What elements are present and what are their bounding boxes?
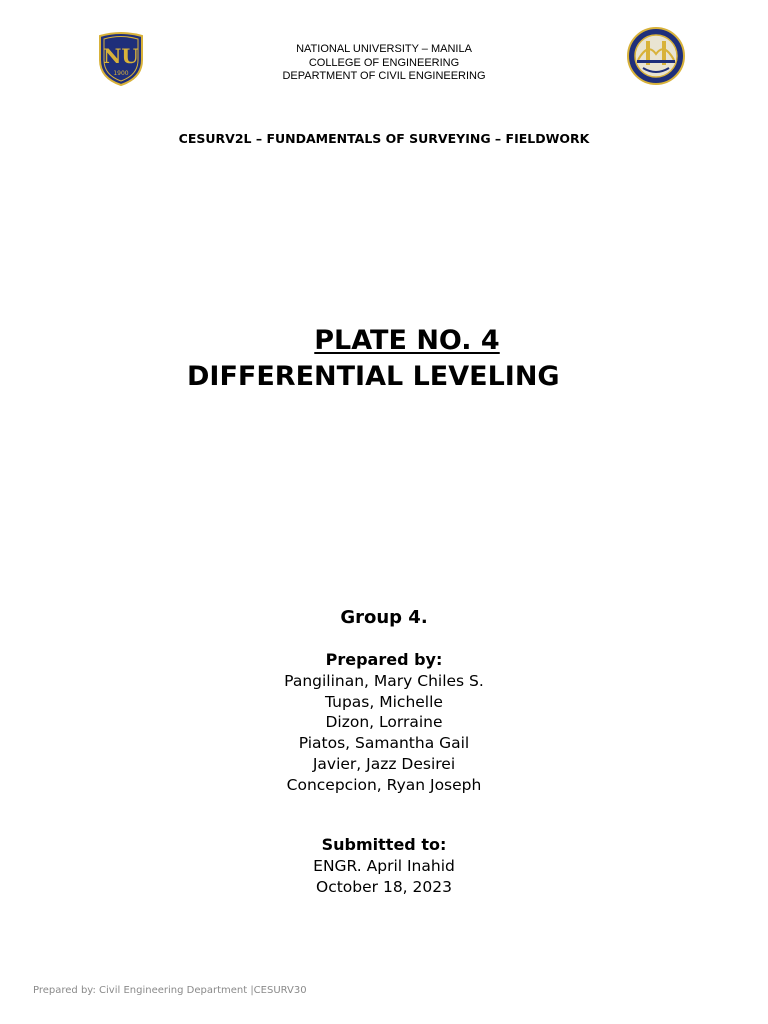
- seal-year: 1900: [113, 70, 129, 77]
- department-name: DEPARTMENT OF CIVIL ENGINEERING: [282, 70, 486, 82]
- page-footer: Prepared by: Civil Engineering Department |CESURV30: [33, 985, 307, 996]
- member-name: Pangilinan, Mary Chiles S.: [284, 671, 484, 690]
- submission-date: October 18, 2023: [316, 877, 452, 896]
- plate-number: PLATE NO. 4: [314, 325, 500, 356]
- instructor-name: ENGR. April Inahid: [313, 856, 455, 875]
- plate-title: DIFFERENTIAL LEVELING: [187, 361, 560, 392]
- group-label: Group 4.: [340, 607, 428, 628]
- member-name: Tupas, Michelle: [325, 692, 443, 711]
- member-name: Piatos, Samantha Gail: [298, 734, 470, 753]
- seal-monogram: NU: [103, 44, 139, 68]
- institution-header: [0, 43, 768, 84]
- submitted-to-heading: Submitted to:: [321, 835, 447, 854]
- member-name: Concepcion, Ryan Joseph: [286, 775, 482, 794]
- college-name: COLLEGE OF ENGINEERING: [308, 56, 460, 69]
- university-name: NATIONAL UNIVERSITY – MANILA: [296, 43, 472, 55]
- prepared-by-heading: Prepared by:: [325, 650, 443, 669]
- member-name: Javier, Jazz Desirei: [312, 754, 456, 773]
- course-title: CESURV2L – FUNDAMENTALS OF SURVEYING – FIELDWORK: [178, 131, 590, 146]
- submitted-to-section: [0, 835, 768, 897]
- prepared-by-section: [0, 650, 768, 796]
- member-name: Dizon, Lorraine: [325, 713, 443, 732]
